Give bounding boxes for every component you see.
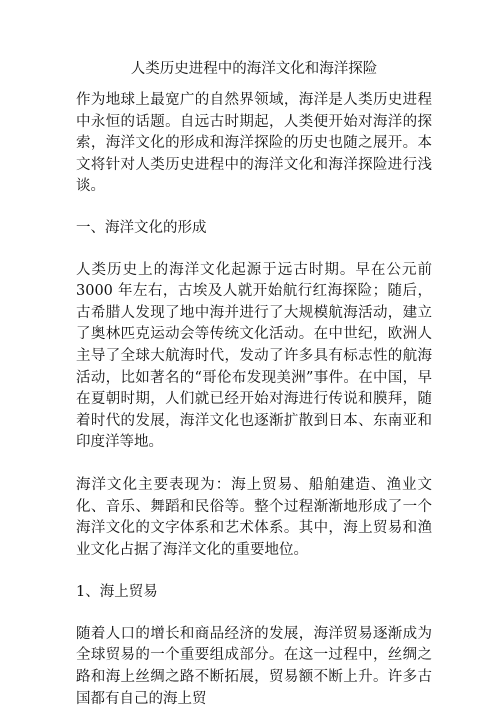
subsection-heading-maritime-trade: 1、海上贸易 [76, 584, 158, 601]
paragraph-maritime-trade: 随着人口的增长和商品经济的发展，海洋贸易逐渐成为全球贸易的一个重要组成部分。在这一过程中，丝绸之路和海上丝绸之路不断拓展，贸易额不断上升。许多古国都有自己的海上贸 [76, 625, 432, 707]
document-page [76, 58, 432, 710]
intro-paragraph: 作为地球上最宽广的自然界领域，海洋是人类历史进程中永恒的话题。自远古时期起，人类便开始对海洋的探索，海洋文化的形成和海洋探险的历史也随之展开。本文将针对人类历史进程中的海洋文化和海洋探险进行浅谈。 [76, 92, 432, 195]
paragraph-culture-forms: 海洋文化主要表现为：海上贸易、船舶建造、渔业文化、音乐、舞蹈和民俗等。整个过程渐渐地形成了一个海洋文化的文字体系和艺术体系。其中，海上贸易和渔业文化占据了海洋文化的重要地位。 [76, 476, 432, 558]
document-title: 人类历史进程中的海洋文化和海洋探险 [130, 61, 378, 77]
paragraph-origin-history: 人类历史上的海洋文化起源于远古时期。早在公元前 3000 年左右，古埃及人就开始航行红海探险；随后，古希腊人发现了地中海并进行了大规模航海活动，建立了奥林匹克运动会等传统文化活动。在中世纪，欧洲人主导了全球大航海时代，发动了许多具有标志性的航海活动，比如著名的“哥伦布发现美洲”事件。在中国，早在夏朝时期，人们就已经开始对海进行传说和膜拜，随着时代的发展，海洋文化也逐渐扩散到日本、东南亚和印度洋等地。 [76, 261, 432, 451]
section-heading-formation: 一、海洋文化的形成 [76, 219, 207, 236]
